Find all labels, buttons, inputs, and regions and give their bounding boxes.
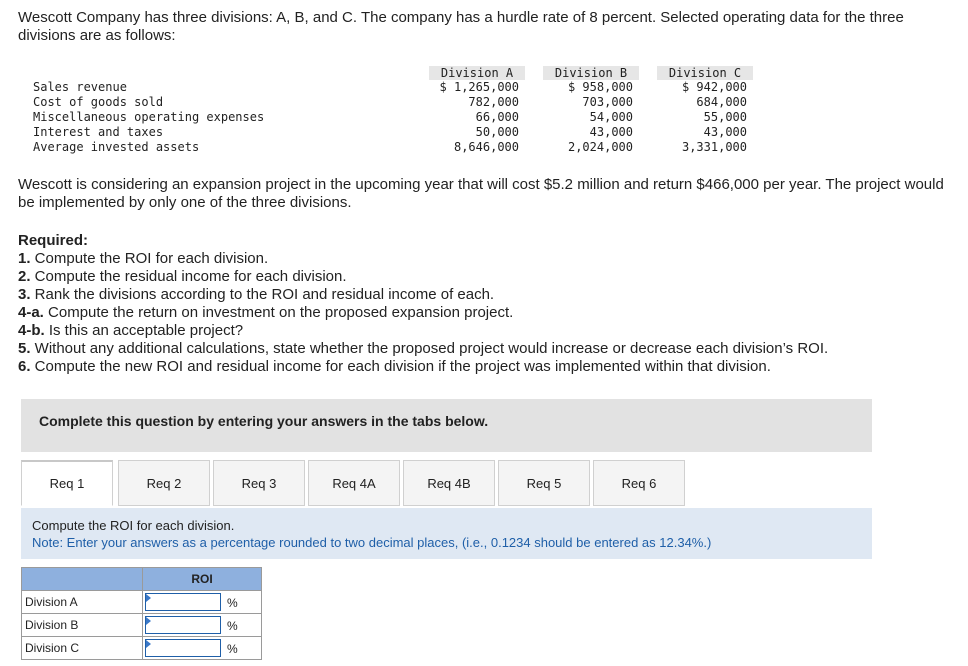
roi-answer-table [21, 567, 262, 660]
answer-row [22, 614, 262, 637]
tab-req-4a[interactable]: Req 4A [308, 460, 400, 506]
row-label: Interest and taxes [33, 125, 164, 139]
project-paragraph: Wescott is considering an expansion project in the upcoming year that will cost $5.2 million and return $466,000 per year. The project would be implemented by only one of the three divisions. [18, 176, 944, 211]
roi-input-division-a[interactable] [145, 593, 221, 611]
roi-input-division-b[interactable] [145, 616, 221, 634]
value-b: 54,000 [589, 110, 633, 124]
roi-input-division-c[interactable] [145, 639, 221, 657]
input-marker-icon [146, 640, 151, 648]
instruction-note: Note: Enter your answers as a percentage rounded to two decimal places, (i.e., 0.1234 should be entered as 12.34%.) [32, 535, 712, 550]
table-row [27, 125, 753, 140]
banner-text: Complete this question by entering your answers in the tabs below. [39, 413, 489, 429]
operating-data-table [27, 66, 753, 155]
required-item: 2. Compute the residual income for each division. [18, 268, 347, 285]
tab-req-2[interactable]: Req 2 [118, 460, 210, 506]
value-c: 43,000 [703, 125, 747, 139]
required-item: 1. Compute the ROI for each division. [18, 250, 269, 267]
input-marker-icon [146, 617, 151, 625]
instruction-banner [21, 399, 872, 452]
instructions-panel [21, 508, 872, 559]
header-division-b: Division B [543, 66, 639, 80]
value-a: 66,000 [475, 110, 519, 124]
tab-req-6[interactable]: Req 6 [593, 460, 685, 506]
percent-sign: % [227, 619, 238, 633]
required-item: 5. Without any additional calculations, state whether the proposed project would increase or decrease each division’s ROI. [18, 340, 829, 357]
percent-sign: % [227, 596, 238, 610]
value-c: 3,331,000 [681, 140, 747, 154]
tab-req-5[interactable]: Req 5 [498, 460, 590, 506]
tab-req-4b[interactable]: Req 4B [403, 460, 495, 506]
value-b: 2,024,000 [567, 140, 633, 154]
required-item: 4-b. Is this an acceptable project? [18, 322, 244, 339]
header-division-c: Division C [657, 66, 753, 80]
value-a: 782,000 [468, 95, 519, 109]
required-item: 4-a. Compute the return on investment on the proposed expansion project. [18, 304, 514, 321]
roi-header: ROI [143, 568, 262, 591]
division-label: Division A [22, 591, 143, 614]
input-marker-icon [146, 594, 151, 602]
table-row [27, 80, 753, 95]
division-label: Division B [22, 614, 143, 637]
value-c: $ 942,000 [681, 80, 747, 94]
percent-sign: % [227, 642, 238, 656]
table-row [27, 140, 753, 155]
value-a: $ 1,265,000 [439, 80, 519, 94]
table-row [27, 95, 753, 110]
answer-row [22, 637, 262, 660]
row-label: Miscellaneous operating expenses [33, 110, 265, 124]
value-a: 50,000 [475, 125, 519, 139]
required-item: 3. Rank the divisions according to the ROI and residual income of each. [18, 286, 495, 303]
tab-req-3[interactable]: Req 3 [213, 460, 305, 506]
table-header-row [27, 66, 753, 80]
table-row [27, 110, 753, 125]
required-section [18, 232, 962, 376]
row-label: Cost of goods sold [33, 95, 164, 109]
answer-row [22, 591, 262, 614]
value-b: 703,000 [582, 95, 633, 109]
intro-paragraph: Wescott Company has three divisions: A, B, and C. The company has a hurdle rate of 8 percent. Selected operating data for the three divisions are as follows: [18, 9, 904, 44]
value-a: 8,646,000 [453, 140, 519, 154]
division-label: Division C [22, 637, 143, 660]
value-c: 55,000 [703, 110, 747, 124]
value-c: 684,000 [696, 95, 747, 109]
header-division-a: Division A [429, 66, 525, 80]
instruction-line: Compute the ROI for each division. [32, 518, 235, 533]
row-label: Average invested assets [33, 140, 200, 154]
row-label: Sales revenue [33, 80, 127, 94]
value-b: $ 958,000 [567, 80, 633, 94]
value-b: 43,000 [589, 125, 633, 139]
required-title: Required: [18, 232, 89, 249]
tab-req-1[interactable]: Req 1 [21, 460, 113, 506]
answer-header-row [22, 568, 262, 591]
required-item: 6. Compute the new ROI and residual income for each division if the project was implemented within that division. [18, 358, 771, 375]
